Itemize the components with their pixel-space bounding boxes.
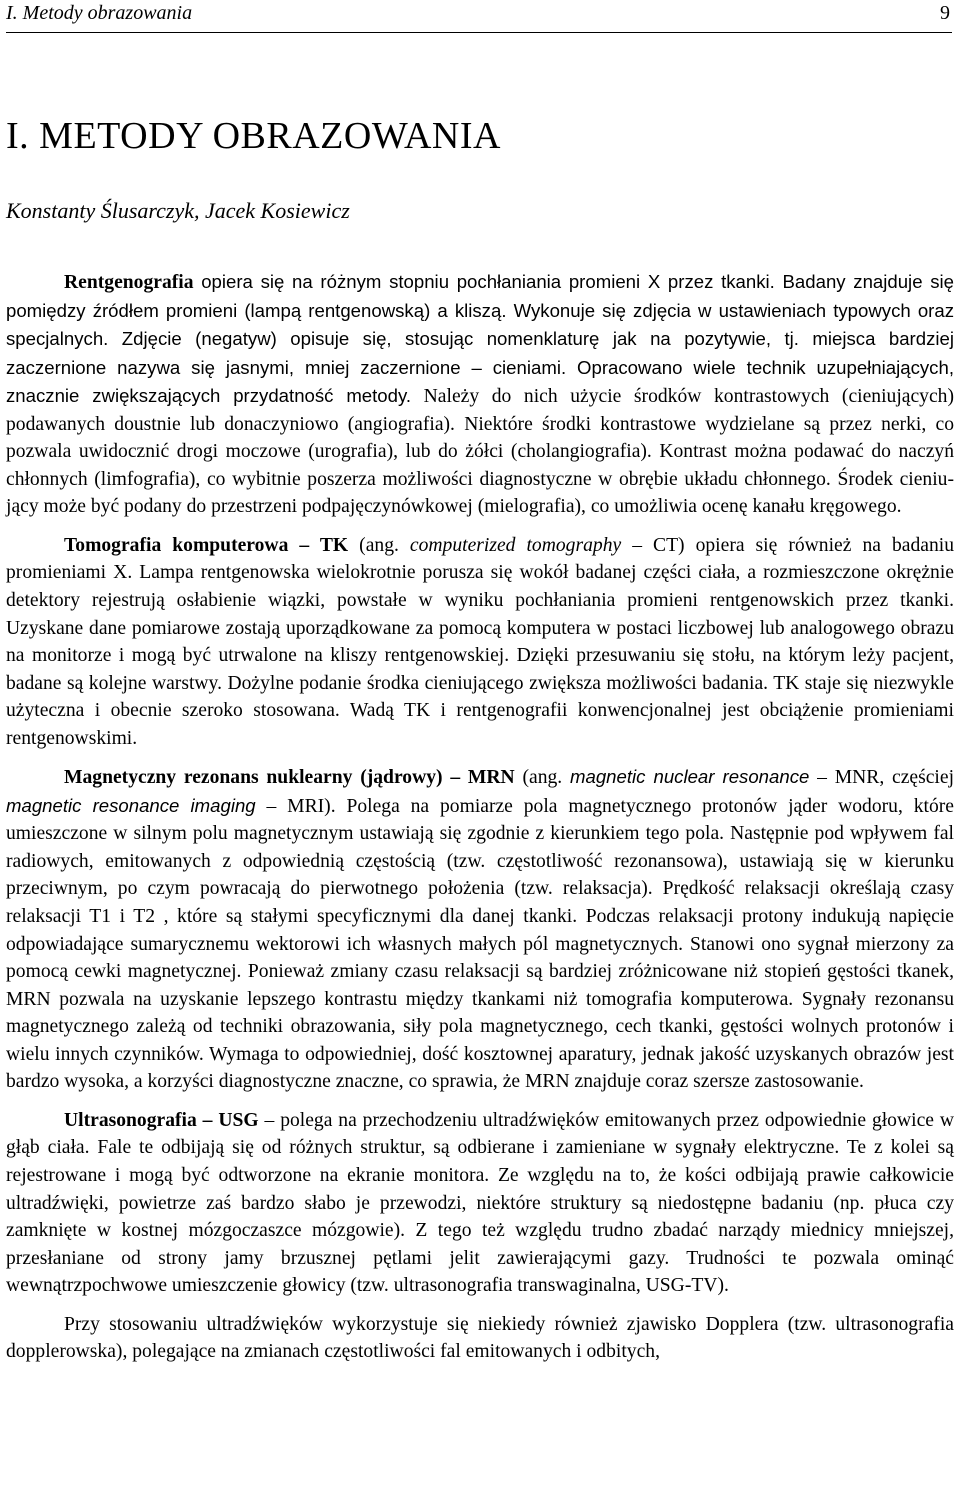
running-header-title: I. Metody obrazowania [6,2,193,24]
paragraph-text: – MNR, częściej [809,767,955,789]
english-term: magnetic resonance imaging [6,794,256,816]
term-rentgenografia: Rentgenografia [64,272,194,293]
paragraph-mrn [6,763,954,1096]
term-tomografia: Tomografia komputerowa – TK [64,534,349,556]
page-number: 9 [940,2,950,24]
english-term: computerized tomography [409,534,622,556]
paragraph-text: opiera się na różnym stopniu pochłaniania promieni X przez tkanki. Badany znajduje się pomiędzy źródłem promieni (lampą rentgenowską) a kliszą. Wykonuje się zdjęcia w ustawieniach typowych oraz specjalnych. Zdjęcie (negatyw) opisuje się, stosując nomenklaturę jak na pozytywie, tj. miejsca bardziej zaczernione nazywa się jasnymi, mniej zaczernione – cieniami. Opracowano wiele technik uzupełniających, znacznie zwiększających przydatność metody. [6,271,954,407]
paragraph-usg [6,1107,954,1300]
paragraph-tomografia [6,532,954,752]
body-text [6,268,954,1377]
english-term: magnetic nuclear resonance [569,766,810,788]
term-mrn: Magnetyczny rezonans nuklearny (jądrowy) – MRN [64,767,515,789]
paragraph-rentgenografia [6,268,954,521]
term-usg: Ultrasonografia – USG [64,1109,259,1131]
paragraph-doppler [6,1311,954,1366]
paragraph-text: – CT) opiera się również na badaniu promieniami X. Lampa rentgenowska wielokrotnie porusza się wokół badanej części ciała, a rozmieszczone okrężnie detektory rejestrują osłabienie wiązki, powstałe w wyniku pochłaniania promieni rentgenowskich przez tkanki. Uzyskane dane pomiarowe zostają uporządkowane za pomocą komputera w postaci liczbowej lub analogowego obrazu na monitorze i mogą być utrwalone na kliszy rentgenowskiej. Dzięki przesuwaniu się stołu, na którym leży pacjent, badane są kolejne warstwy. Dożylne podanie środka cieniującego zwiększa możliwości badania. TK staje się niezwykle użyteczna i obecnie szeroko stosowana. Wadą TK i rentgenografii konwencjonalnej jest obciążenie promieniami rentgenowskimi. [6,534,954,749]
paragraph-text: Przy stosowaniu ultradźwięków wykorzystuje się niekiedy również zjawisko Dopplera (tzw. ultrasonografia dopplerowska), polegające na zmianach częstotliwości fal emitowanych i odbitych, [6,1313,954,1363]
paragraph-text: – MRI). Polega na pomiarze pola magnetycznego protonów jąder wodoru, które umieszczone w silnym polu magnetycznym ustawiają się zgodnie z kierunkiem tego pola. Następnie pod wpływem fal radiowych, emitowanych z odpowiednią częstością (tzw. częstotliwość rezonansowa), ustawiają się w kierunku przeciwnym, po czym powracają do pierwotnego położenia (tzw. relaksacja). Prędkość relaksacji określają czasy relaksacji T1 i T2 , które są stałymi specyficznymi dla danej tkanki. Podczas relaksacji protony indukują napięcie odpowiadające sumarycznemu wektorowi ich własnych małych pól magnetycznych. Stanowi ono sygnał mierzony za pomocą cewki magnetycznej. Ponieważ zmiany czasu relaksacji są bardziej zróżnicowane niż stopień gęstości tkanek, MRN pozwala na uzyskanie lepszego kontrastu między tkankami niż tomografia komputerowa. Sygnały rezonansu magnetycznego zależą od techniki obrazowania, siły pola magnetycznego, cech tkanki, gęstości wolnych protonów i wielu innych czynników. Wymaga to odpowiedniej, dość kosztownej aparatury, jednak jakość uzyskanych obrazów jest bardzo wysoka, a korzyści diagnostyczne znaczne, co sprawia, że MRN znajduje coraz szersze zastosowanie. [6,795,954,1093]
chapter-authors: Konstanty Ślusarczyk, Jacek Kosiewicz [6,198,350,223]
paragraph-text: (ang. [514,767,570,789]
running-header [6,0,952,33]
paragraph-text: – polega na przechodzeniu ultradźwięków emitowanych przez odpowiednie głowice w głąb ciała. Fale te odbijają się od różnych struktur, są odbierane i zamieniane w sygnały elektryczne. Te z kolei są rejestrowane i mogą być odtworzone na ekranie monitora. Ze względu na to, że kości odbijają prawie całkowicie ultradźwięki, powietrze zaś bardzo słabo je przewodzi, niektóre struktury są niedostępne badaniu (np. płuca czy zamknięte w kostnej mózgoczaszce mózgowie). Z tego też względu trudno zbadać narządy miednicy mniejszej, przesłaniane od strony jamy brzusznej pętlami jelit zawierającymi gazy. Trudności te pozwala ominąć wewnątrzpochwowe umieszczenie głowicy (tzw. ultrasonografia transwaginalna, USG-TV). [6,1109,954,1297]
chapter-title: I. METODY OBRAZOWANIA [6,115,501,157]
paragraph-text: (ang. [348,534,410,556]
paragraph-text: Należy do nich użycie środków kontrastowych (cieniujących) podawanych doustnie lub donaczyniowo (angiografia). Niektóre środki kontrastowe wydzielane są przez nerki, co pozwala uwidocznić drogi moczowe (urografia), lub do żółci (cholangiografia). Kontrast można podawać do naczyń chłonnych (limfografia), co wybitnie poszerza możliwości diagnostyczne w obrębie układu chłonnego. Środek cieniujący może być podany do przestrzeni podpajęczynówkowej (mielografia), co umożliwia ocenę kanału kręgowego. [6,386,954,518]
